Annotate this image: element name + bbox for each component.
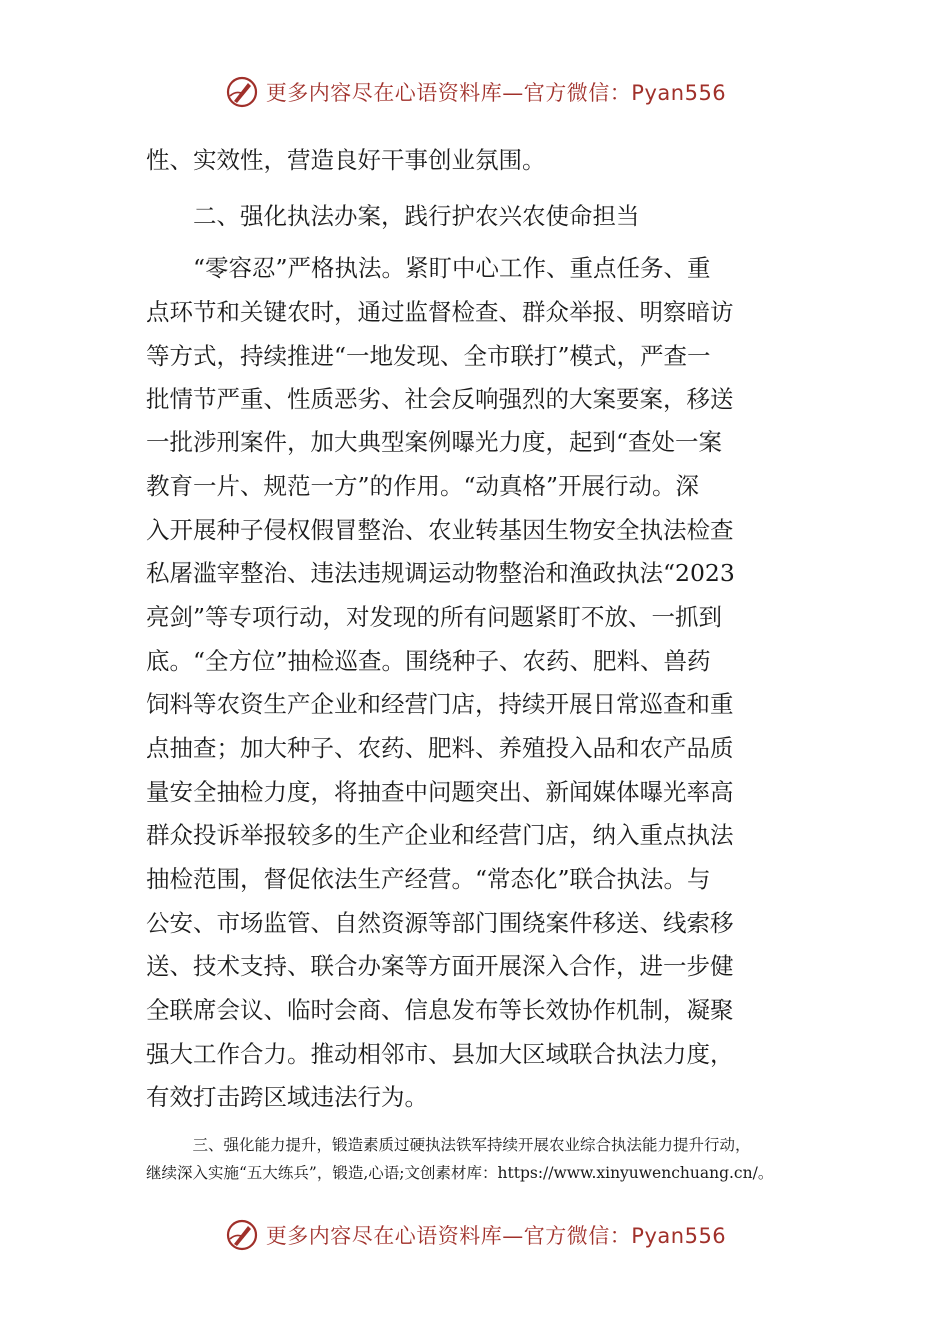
body-line: 私屠滥宰整治、违法违规调运动物整治和渔政执法“2023 — [146, 559, 735, 587]
body-line: 全联席会议、临时会商、信息发布等长效协作机制，凝聚 — [146, 996, 734, 1024]
body-line: 入开展种子侵权假冒整治、农业转基因生物安全执法检查 — [146, 516, 734, 544]
body-line: 有效打击跨区域违法行为。 — [146, 1083, 428, 1111]
body-line: 群众投诉举报较多的生产企业和经营门店，纳入重点执法 — [146, 821, 734, 849]
body-line: 一批涉刑案件，加大典型案例曝光力度，起到“查处一案 — [146, 428, 723, 456]
pen-circle-logo-icon — [224, 1217, 260, 1253]
body-line: 强大工作合力。推动相邻市、县加大区域联合执法力度， — [146, 1040, 734, 1068]
body-line: 公安、市场监管、自然资源等部门围绕案件移送、线索移 — [146, 909, 734, 937]
body-line: 亮剑”等专项行动，对发现的所有问题紧盯不放、一抓到 — [146, 603, 723, 631]
body-line: 教育一片、规范一方”的作用。“动真格”开展行动。深 — [146, 472, 700, 500]
footer-banner — [0, 1213, 950, 1257]
body-line: 点抽查；加大种子、农药、肥料、养殖投入品和农产品质 — [146, 734, 734, 762]
section-heading: 二、强化执法办案，践行护农兴农使命担当 — [146, 202, 640, 230]
body-line: 饲料等农资生产企业和经营门店，持续开展日常巡查和重 — [146, 690, 734, 718]
body-line: 性、实效性，营造良好干事创业氛围。 — [146, 146, 546, 174]
footnote-line: 三、强化能力提升，锻造素质过硬执法铁军持续开展农业综合执法能力提升行动， — [146, 1136, 751, 1154]
body-line: 等方式，持续推进“一地发现、全市联打”模式，严查一 — [146, 342, 711, 370]
footnote-line: 继续深入实施“五大练兵”，锻造,心语;文创素材库：https://www.xinyuwenchuang.cn/。 — [146, 1164, 774, 1182]
body-line: 量安全抽检力度，将抽查中问题突出、新闻媒体曝光率高 — [146, 778, 734, 806]
body-line: 送、技术支持、联合办案等方面开展深入合作，进一步健 — [146, 952, 734, 980]
body-line: 点环节和关键农时，通过监督检查、群众举报、明察暗访 — [146, 298, 734, 326]
header-banner-text: 更多内容尽在心语资料库—官方微信：Pyan556 — [265, 81, 727, 105]
pen-circle-logo-icon — [224, 74, 260, 110]
body-line: 批情节严重、性质恶劣、社会反响强烈的大案要案，移送 — [146, 385, 734, 413]
footer-banner-text: 更多内容尽在心语资料库—官方微信：Pyan556 — [265, 1224, 727, 1248]
body-line: 底。“全方位”抽检巡查。围绕种子、农药、肥料、兽药 — [146, 647, 711, 675]
header-banner — [0, 70, 950, 114]
body-line: 抽检范围，督促依法生产经营。“常态化”联合执法。与 — [146, 865, 711, 893]
body-line: “零容忍”严格执法。紧盯中心工作、重点任务、重 — [146, 254, 711, 282]
